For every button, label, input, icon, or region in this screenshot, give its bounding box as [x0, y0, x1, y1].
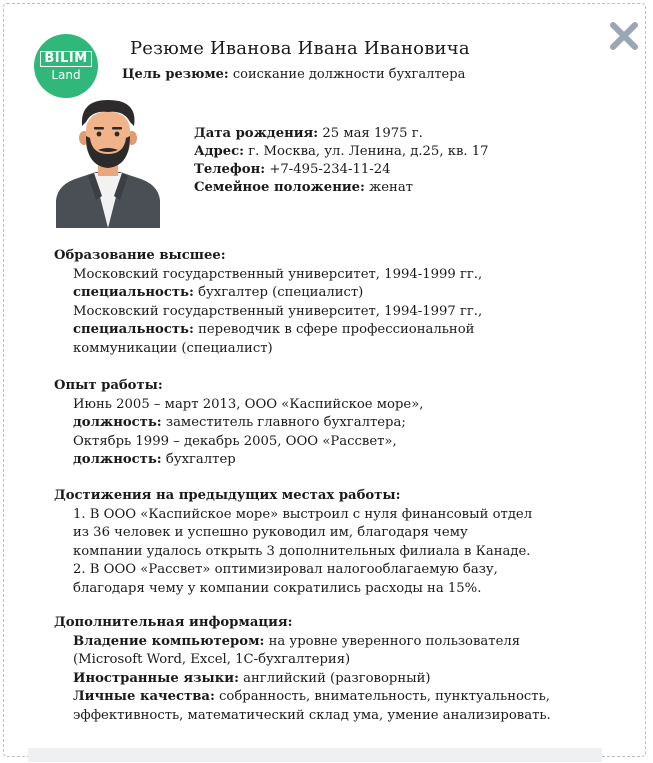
- additional-line: эффективность, математический склад ума, умение анализировать.: [73, 707, 551, 723]
- additional-line: Иностранные языки: английский (разговорный): [73, 670, 431, 686]
- experience-line: Октябрь 1999 – декабрь 2005, ООО «Рассвет»,: [73, 433, 397, 449]
- personal-row-marital: Семейное положение: женат: [194, 180, 413, 195]
- resume-goal: [122, 67, 465, 82]
- achievement-line: 2. В ООО «Рассвет» оптимизировал налогооблагаемую базу,: [73, 562, 498, 577]
- page-title: Резюме Иванова Ивана Ивановича: [130, 38, 470, 59]
- experience-line: должность: бухгалтер: [73, 452, 236, 467]
- additional-line: Личные качества: собранность, внимательность, пунктуальность,: [73, 689, 550, 704]
- additional-line: Владение компьютером: на уровне уверенного пользователя: [73, 633, 521, 649]
- education-line: Московский государственный университет, 1994-1997 гг.,: [73, 303, 483, 319]
- close-button[interactable]: [608, 20, 640, 52]
- education-line: коммуникации (специалист): [73, 340, 273, 356]
- experience-heading: Опыт работы:: [54, 378, 163, 393]
- personal-info: [194, 125, 489, 197]
- experience-section: [54, 377, 423, 470]
- additional-line: (Microsoft Word, Excel, 1С-бухгалтерия): [73, 652, 351, 667]
- personal-row-address: Адрес: г. Москва, ул. Ленина, д.25, кв. 17: [194, 144, 489, 159]
- education-section: [54, 247, 482, 358]
- achievements-section: [54, 487, 532, 598]
- personal-row-phone: Телефон: +7-495-234-11-24: [194, 162, 391, 177]
- logo-line-1: BILIM: [40, 51, 91, 67]
- additional-heading: Дополнительная информация:: [54, 615, 293, 630]
- resume-card: [3, 3, 646, 757]
- close-icon: [608, 20, 640, 52]
- achievement-line: из 36 человек и успешно руководил им, благодаря чему: [73, 525, 468, 540]
- achievements-heading: Достижения на предыдущих местах работы:: [54, 488, 401, 503]
- education-line: Московский государственный университет, 1994-1999 гг.,: [73, 266, 483, 282]
- goal-label: Цель резюме:: [122, 67, 229, 82]
- goal-value: соискание должности бухгалтера: [232, 67, 466, 82]
- education-line: специальность: переводчик в сфере профессиональной: [73, 322, 475, 337]
- bilimland-logo[interactable]: [34, 34, 98, 98]
- experience-line: должность: заместитель главного бухгалтера;: [73, 415, 406, 430]
- education-line: специальность: бухгалтер (специалист): [73, 285, 364, 300]
- personal-row-birth: Дата рождения: 25 мая 1975 г.: [194, 126, 423, 141]
- education-heading: Образование высшее:: [54, 248, 226, 263]
- achievement-line: благодаря чему у компании сократились расходы на 15%.: [73, 580, 482, 596]
- logo-line-2: Land: [51, 67, 81, 82]
- man-avatar-icon: [52, 96, 164, 228]
- bottom-bar: [28, 748, 602, 762]
- achievement-line: 1. В ООО «Каспийское море» выстроил с нуля финансовый отдел: [73, 506, 533, 522]
- additional-section: [54, 614, 551, 725]
- achievement-line: компании удалось открыть 3 дополнительных филиала в Канаде.: [73, 543, 531, 559]
- experience-line: Июнь 2005 – март 2013, ООО «Каспийское море»,: [73, 396, 424, 412]
